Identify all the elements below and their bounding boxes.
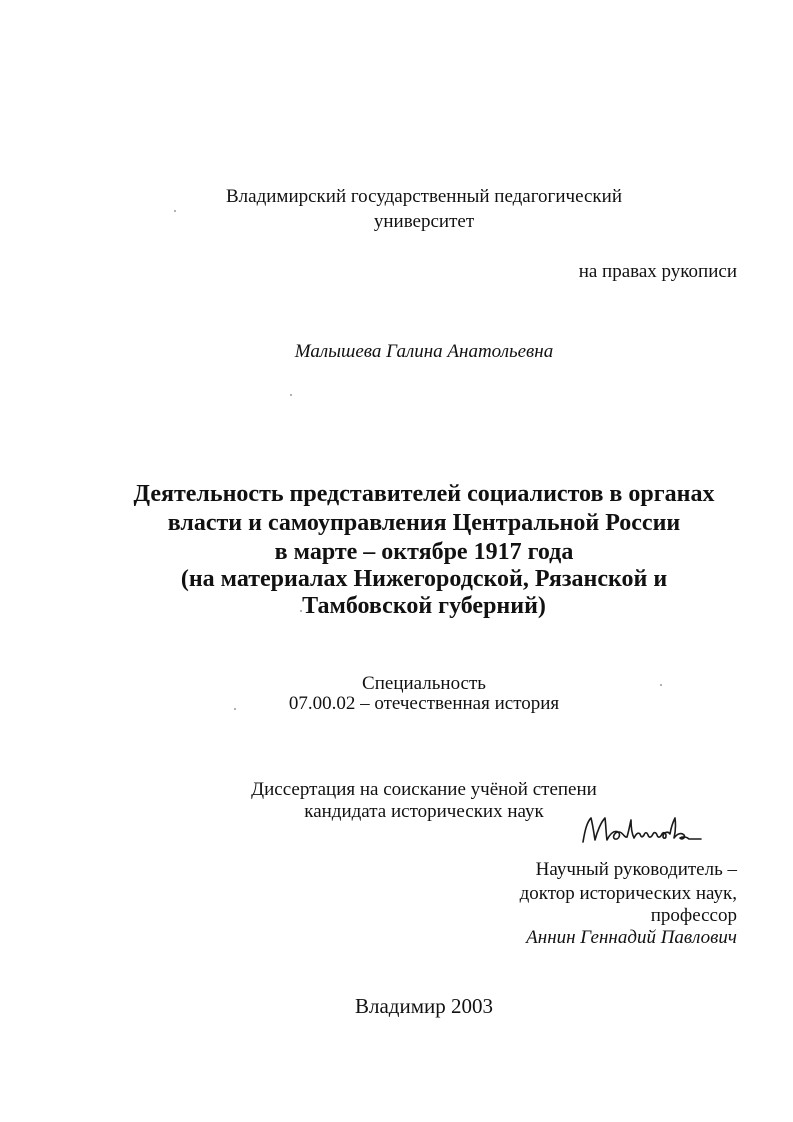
author-name: Малышева Галина Анатольевна — [294, 341, 554, 362]
specialty-code: 07.00.02 – отечественная история — [288, 693, 560, 714]
title-line-3: в марте – октябре 1917 года — [274, 539, 574, 565]
scan-speck — [234, 708, 236, 710]
dissertation-line-2: кандидата исторических наук — [304, 801, 544, 822]
title-line-2: власти и самоуправления Центральной России — [167, 510, 681, 536]
scan-speck — [290, 394, 292, 396]
supervisor-rank: профессор — [650, 905, 737, 926]
title-line-4: (на материалах Нижегородской, Рязанской и — [180, 566, 668, 592]
supervisor-role: Научный руководитель – — [535, 859, 737, 880]
manuscript-note: на правах рукописи — [578, 261, 737, 282]
supervisor-degree: доктор исторических наук, — [519, 883, 737, 904]
scan-speck — [174, 210, 176, 212]
scan-speck — [300, 610, 302, 612]
supervisor-name: Аннин Геннадий Павлович — [526, 927, 737, 948]
specialty-label: Специальность — [362, 673, 486, 694]
scan-speck — [660, 684, 662, 686]
title-line-1: Деятельность представителей социалистов в органах — [133, 481, 715, 507]
university-line-2: университет — [373, 211, 475, 232]
university-line-1: Владимирский государственный педагогический — [226, 186, 622, 207]
handwritten-signature-icon — [577, 808, 707, 848]
title-line-5: Тамбовской губерний) — [302, 593, 546, 619]
dissertation-line-1: Диссертация на соискание учёной степени — [251, 779, 597, 800]
place-year: Владимир 2003 — [354, 994, 493, 1018]
